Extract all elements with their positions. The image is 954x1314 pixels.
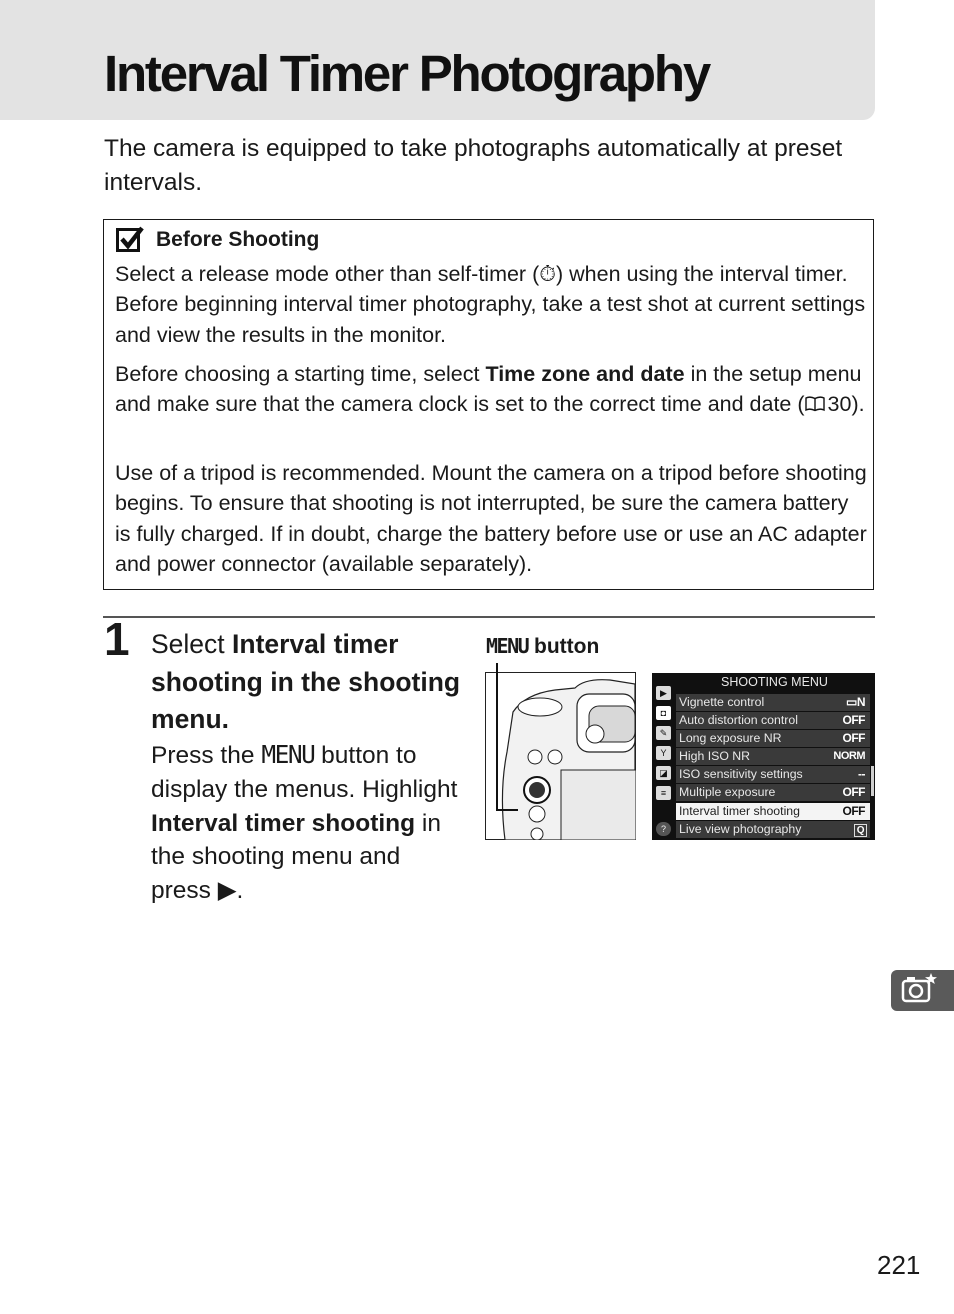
row-value: ▭N [845,695,865,709]
lcd-menu-row [676,748,870,765]
menu-button-caption [486,634,599,659]
shooting-menu-screen [652,673,875,840]
row-label: ISO sensitivity settings [679,767,803,781]
menu-caption-text: button [534,635,600,658]
note-heading-text: Before Shooting [156,228,320,251]
before-shooting-note [103,219,874,590]
wrench-tab-icon: Y [656,746,671,760]
row-value: -- [858,767,865,781]
time-zone-and-date-ref: Time zone and date [485,362,685,386]
row-value: NORM [833,750,865,762]
section-divider [103,616,875,618]
note-heading [116,226,319,254]
step-body-text-a: Press the [151,742,262,769]
row-value: OFF [842,713,865,727]
lcd-menu-row-highlighted [676,803,870,820]
row-value: OFF [842,731,865,745]
pencil-tab-icon: ✎ [656,726,671,740]
row-label: High ISO NR [679,749,751,763]
menu-button-glyph: MENU [261,740,315,769]
note-p2-text-c: ). [851,392,865,417]
page-title: Interval Timer Photography [104,45,710,102]
note-paragraph-3: Use of a tripod is recommended. Mount the camera on a tripod before shooting begins. To ensure that shooting is not interrupted, be sure the camera battery is fully charged. If in doubt, charge the battery before use or use an AC adapter and power connector (available separately). [115,461,867,576]
note-paragraph-1: Select a release mode other than self-timer (⏱) when using the interval timer. Before beginning interval timer photography, take a test shot at current settings and view the results in the monitor. [115,262,866,347]
camera-star-icon [891,970,954,1011]
check-box-icon [116,226,144,254]
row-label: Live view photography [679,822,802,836]
row-value [854,824,867,837]
camera-back-illustration [485,672,636,840]
playback-tab-icon: ▶ [656,686,671,700]
lcd-menu-row [676,712,870,729]
row-value-text: Q [856,825,864,836]
lcd-menu-row [676,730,870,747]
callout-line [496,663,498,810]
help-icon: ? [656,822,671,836]
step-body-text-b: button to display the menus. Highlight [151,742,458,803]
step-instructions [151,738,461,908]
row-label: Vignette control [679,695,765,709]
row-value: OFF [842,804,865,818]
row-value: OFF [842,785,865,799]
retouch-tab-icon: ◪ [656,766,671,780]
step-body-bold: Interval timer shooting [151,809,416,837]
lcd-menu-tabs [652,683,674,840]
row-label: Long exposure NR [679,731,782,745]
lcd-menu-row [676,766,870,783]
page-number: 221 [877,1250,921,1280]
row-label: Auto distortion control [679,713,798,727]
my-menu-tab-icon: ≡ [656,786,671,800]
step-title-bold: Interval timer shooting [151,629,399,697]
step-title [151,626,461,739]
chapter-tab [891,970,954,1011]
lcd-menu-row [676,694,870,711]
callout-line-horizontal [496,809,518,811]
menu-caption-glyph: MENU [486,634,529,658]
step-title-text-a: Select [151,629,233,659]
step-number: 1 [104,613,129,665]
lcd-menu-title: SHOOTING MENU [721,675,828,689]
row-value-text: N [856,695,865,709]
lcd-menu-row [676,784,870,801]
step-body-text-c: in the shooting menu and press ▶. [151,809,441,905]
row-label: Multiple exposure [679,785,776,799]
row-label: Interval timer shooting [679,804,800,818]
book-icon [805,396,825,412]
camera-tab-icon: ◘ [656,706,671,720]
intro-paragraph: The camera is equipped to take photographs automatically at preset intervals. [104,135,843,196]
note-p2-text-b: in the setup menu and make sure that the camera clock is set to the correct time and date ( [115,362,862,417]
step-title-text-b: in the shooting menu. [151,666,461,734]
lcd-scrollbar [871,766,874,796]
lcd-menu-row [676,821,870,838]
page-ref-30: 30 [827,392,852,417]
note-p2-text-a: Before choosing a starting time, select [115,362,486,386]
note-paragraph-2 [115,359,867,420]
